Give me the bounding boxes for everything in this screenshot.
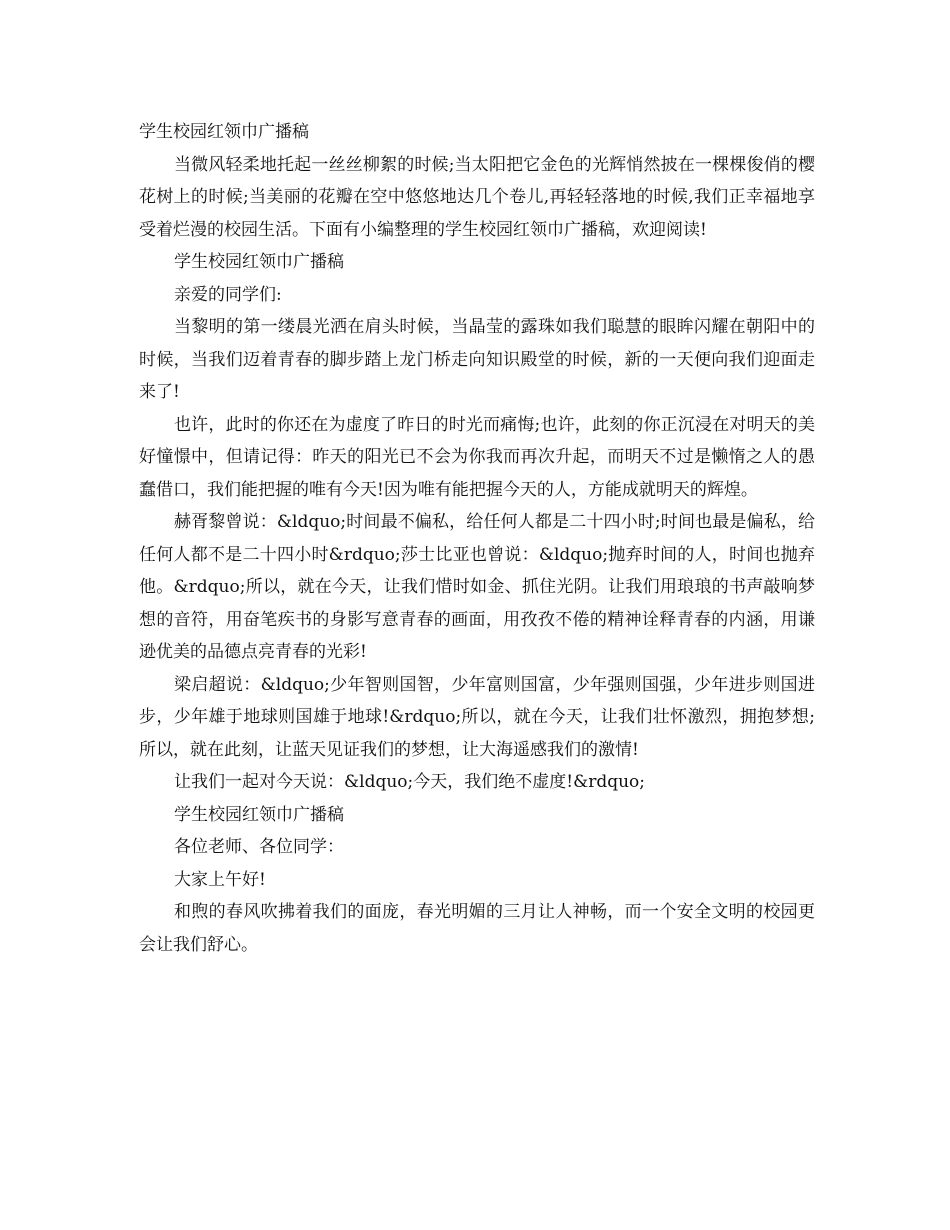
body-paragraph: 赫胥黎曾说：&ldquo;时间最不偏私，给任何人都是二十四小时;时间也最是偏私，给任何人都不是二十四小时&rdquo;莎士比亚也曾说：&ldquo;抛弃时间的人，时间也抛弃他。&rdquo;所以，就在今天，让我们惜时如金、抓住光阴。让我们用琅琅的书声敲响梦想的音符，用奋笔疾书的身影写意青春的画面，用孜孜不倦的精神诠释青春的内涵，用谦逊优美的品德点亮青春的光彩! xyxy=(139,512,815,662)
body-paragraph: 也许，此时的你还在为虚度了昨日的时光而痛悔;也许，此刻的你正沉浸在对明天的美好憧憬中，但请记得：昨天的阳光已不会为你我而再次升起，而明天不过是懒惰之人的愚蠢借口，我们能把握的唯有今天!因为唯有能把握今天的人，方能成就明天的辉煌。 xyxy=(139,414,815,500)
body-paragraph: 梁启超说：&ldquo;少年智则国智，少年富则国富，少年强则国强，少年进步则国进步，少年雄于地球则国雄于地球!&rdquo;所以，就在今天，让我们壮怀激烈，拥抱梦想;所以，就在此刻，让蓝天见证我们的梦想，让大海遥感我们的激情! xyxy=(139,674,815,760)
document-body xyxy=(139,116,815,961)
salutation: 各位老师、各位同学： xyxy=(174,837,344,857)
intro-paragraph: 当微风轻柔地托起一丝丝柳絮的时候;当太阳把它金色的光辉悄然披在一棵棵俊俏的樱花树上的时候;当美丽的花瓣在空中悠悠地达几个卷儿,再轻轻落地的时候,我们正幸福地享受着烂漫的校园生活。下面有小编整理的学生校园红领巾广播稿，欢迎阅读! xyxy=(139,154,815,240)
greeting: 大家上午好! xyxy=(174,869,266,890)
section-heading: 学生校园红领巾广播稿 xyxy=(174,804,344,825)
body-paragraph: 当黎明的第一缕晨光洒在肩头时候，当晶莹的露珠如我们聪慧的眼眸闪耀在朝阳中的时候，当我们迈着青春的脚步踏上龙门桥走向知识殿堂的时候，新的一天便向我们迎面走来了! xyxy=(139,317,815,402)
body-paragraph: 和煦的春风吹拂着我们的面庞，春光明媚的三月让人神畅，而一个安全文明的校园更会让我们舒心。 xyxy=(139,902,815,955)
salutation: 亲爱的同学们: xyxy=(174,284,282,305)
document-title: 学生校园红领巾广播稿 xyxy=(139,122,309,142)
section-heading: 学生校园红领巾广播稿 xyxy=(174,252,344,272)
body-paragraph: 让我们一起对今天说：&ldquo;今天，我们绝不虚度!&rdquo; xyxy=(174,772,646,792)
